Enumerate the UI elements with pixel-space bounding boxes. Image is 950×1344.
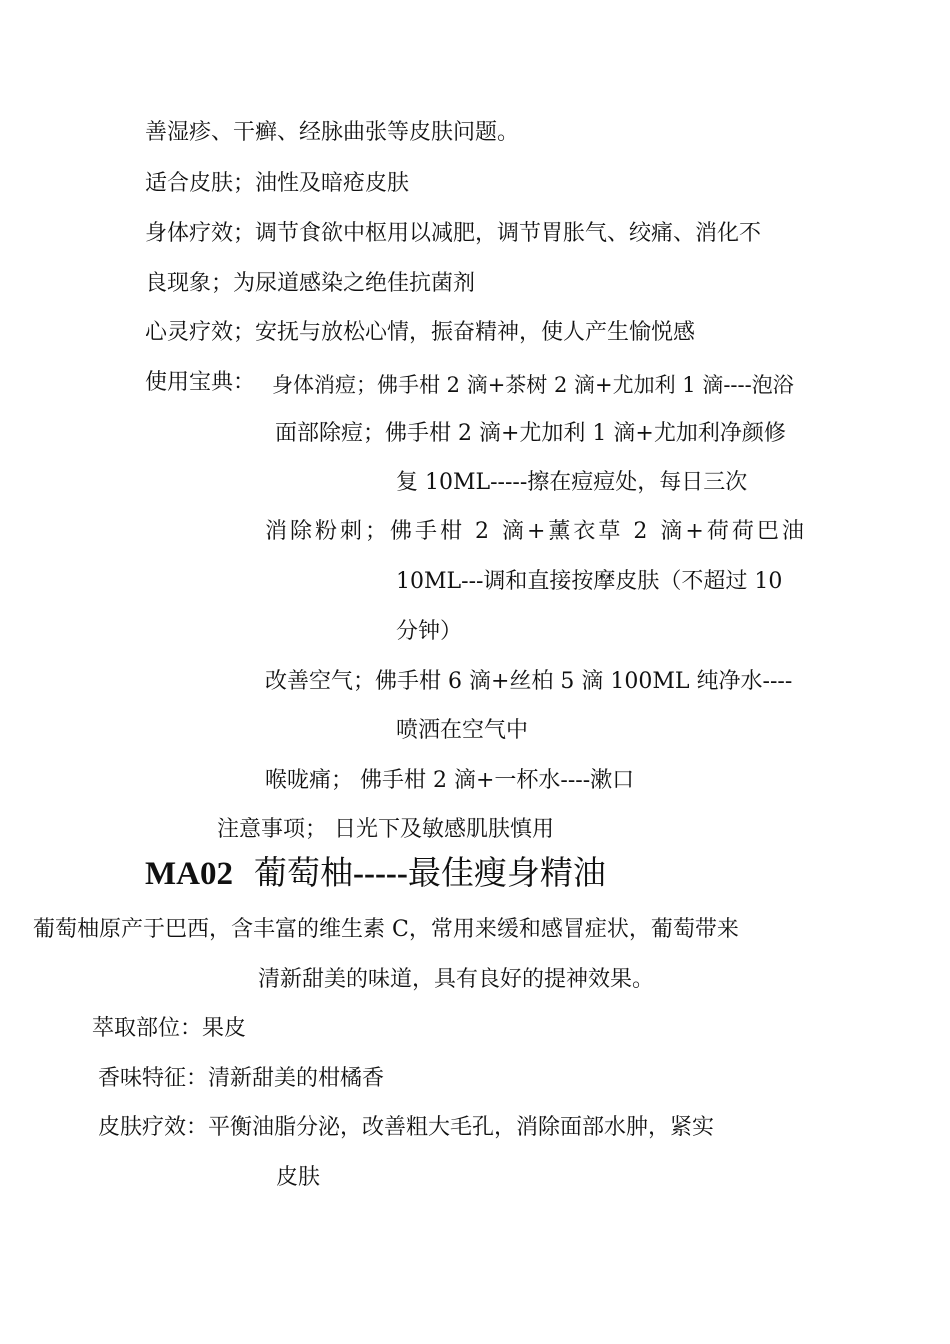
title-dash: ----- xyxy=(352,856,408,892)
skin-effect-line: 皮肤 xyxy=(276,1165,321,1190)
usage-throat: 喉咙痛； 佛手柑 2 滴+一杯水----漱口 xyxy=(265,768,635,793)
usage-body-acne: 身体消痘；佛手柑 2 滴+茶树 2 滴+尤加利 1 滴----泡浴 xyxy=(272,373,794,397)
usage-face-acne: 复 10ML-----擦在痘痘处，每日三次 xyxy=(396,470,748,495)
usage-air: 喷洒在空气中 xyxy=(396,718,529,743)
usage-label: 使用宝典： xyxy=(145,370,256,395)
skin-type-line: 适合皮肤；油性及暗疮皮肤 xyxy=(145,171,410,196)
section-title xyxy=(145,851,606,896)
intro-line: 清新甜美的味道，具有良好的提神效果。 xyxy=(258,967,655,992)
aroma-line: 香味特征：清新甜美的柑橘香 xyxy=(98,1066,385,1091)
usage-face-acne: 面部除痘；佛手柑 2 滴+尤加利 1 滴+尤加利净颜修 xyxy=(275,421,786,446)
title-name: 葡萄柚 xyxy=(253,853,353,892)
notice-line: 注意事项； 日光下及敏感肌肤慎用 xyxy=(217,817,554,842)
skin-effect-line: 皮肤疗效：平衡油脂分泌，改善粗大毛孔，消除面部水肿，紧实 xyxy=(98,1115,715,1140)
title-desc: 最佳瘦身精油 xyxy=(407,853,606,892)
usage-comedo: 分钟） xyxy=(396,619,463,644)
intro-line: 葡萄柚原产于巴西，含丰富的维生素 C，常用来缓和感冒症状，葡萄带来 xyxy=(33,917,739,942)
extract-line: 萃取部位：果皮 xyxy=(92,1016,247,1041)
title-code: MA02 xyxy=(145,856,233,892)
text-line: 善湿疹、干癣、经脉曲张等皮肤问题。 xyxy=(145,120,520,145)
mind-effect-line: 心灵疗效；安抚与放松心情，振奋精神，使人产生愉悦感 xyxy=(145,320,696,345)
body-effect-line: 良现象；为尿道感染之绝佳抗菌剂 xyxy=(145,271,476,296)
usage-air: 改善空气；佛手柑 6 滴+丝柏 5 滴 100ML 纯净水---- xyxy=(265,669,793,694)
usage-comedo: 10ML---调和直接按摩皮肤（不超过 10 xyxy=(396,569,783,594)
usage-comedo: 消除粉刺；佛手柑 2 滴+薰衣草 2 滴+荷荷巴油 xyxy=(265,519,807,544)
body-effect-line: 身体疗效；调节食欲中枢用以减肥，调节胃胀气、绞痛、消化不 xyxy=(145,221,762,246)
